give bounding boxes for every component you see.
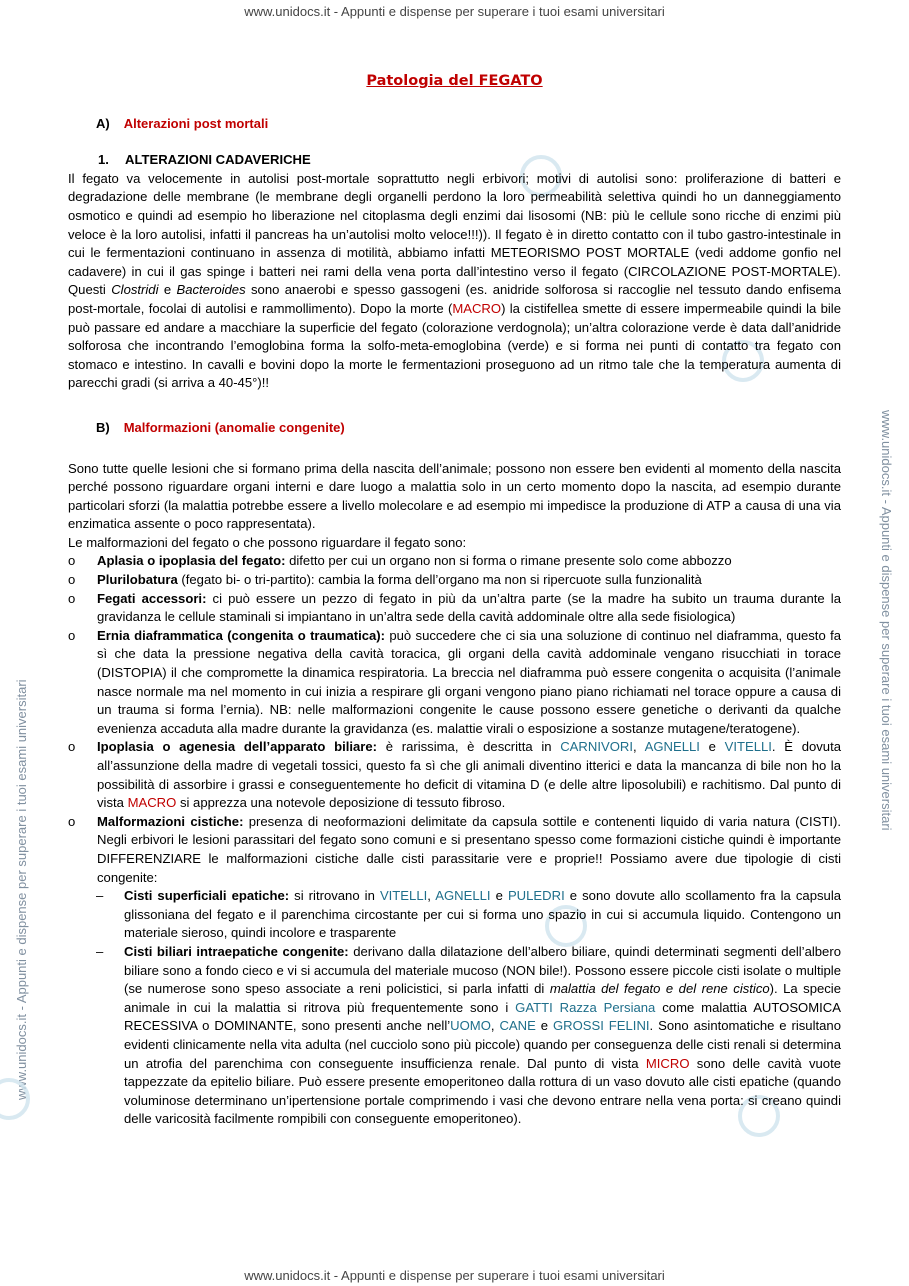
right-side-watermark: www.unidocs.it - Appunti e dispense per superare i tuoi esami universitari [879,410,894,831]
paragraph-malformazioni-list-intro: Le malformazioni del fegato o che possono riguardare il fegato sono: [68,534,467,550]
cisti-sublist [68,887,841,1129]
page-footer-watermark: www.unidocs.it - Appunti e dispense per superare i tuoi esami universitari [244,1268,665,1283]
list-item: o Fegati accessori: ci può essere un pezzo di fegato in più da un’altra parte (se la madre ha subito un trauma durante la gravidanza le cellule staminali si impiantano in un’altra sede della cavità addominale oltre alla sede fisiologica) [68,590,841,625]
section-a-heading [68,115,841,134]
subsection-1-label: ALTERAZIONI CADAVERICHE [125,152,311,168]
paragraph-alterazioni: Il fegato va velocemente in autolisi post-mortale soprattutto negli erbivori; motivi di autolisi sono: proliferazione di batteri e degradazione delle membrane (le membrane degli organelli perdono la loro permeabilità selettiva quindi ho un danneggiamento osmotico e quindi ad esempio ho liberazione nel citoplasma degli enzimi dai lisosomi (NB: più le cellule sono ricche di enzimi più veloce è la loro autolisi, infatti il pancreas ha un’autolisi molto veloce!!!)). Il fegato è in diretto contatto con il tubo gastro-intestinale in cui le fermentazioni continuano in assenza di motilità, abbiamo infatti METEORISMO POST MORTALE (vedi addome gonfio nel cadavere) in cui il gas spinge i batteri nei rami della vena porta dall’intestino verso il fegato (CIRCOLAZIONE POST-MORTALE). Questi Clostridi e Bacteroides sono anaerobi e spesso gassogeni (es. anidride solforosa si raccoglie nel tessuto dando enfisema post-mortale, focolai di autolisi e rammollimento). Dopo la morte (MACRO) la cistifellea smette di essere impermeabile quindi la bile può passare ed andare a macchiare la superficie del fegato (colorazione verdognola); un’altra colorazione verde è data dall’anidride solforosa che incontrando l’emoglobina forma la solfo-meta-emoglobina (verde) e si forma nei punti di contatto tra fegato con stomaco e intestino. In cavalli e bovini dopo la morte le fermentazioni proseguono ad un ritmo tale che la temperatura aumenta di parecchi gradi (si arriva a 40-45°)!! [68,170,841,391]
left-side-watermark: www.unidocs.it - Appunti e dispense per superare i tuoi esami universitari [14,679,29,1100]
page-title: Patologia del FEGATO [366,73,543,89]
list-item: – Cisti biliari intraepatiche congenite: derivano dalla dilatazione dell’albero biliare, quindi determinati segmenti dell’albero biliare sono a fondo cieco e vi si accumula del materiale mucoso (NON bile!). Possono essere piccole cisti isolate o multiple (se numerose sono speso associate a reni policistici, si parla infatti di malattia del fegato e del rene cistico). La specie animale in cui la malattia si ritrova più frequentemente sono i GATTI Razza Persiana come malattia AUTOSOMICA RECESSIVA o DOMINANTE, sono presenti anche nell’UOMO, CANE e GROSSI FELINI. Sono asintomatiche e risultano evidenti clinicamente nella vita adulta (nel cucciolo sono più piccole) quando per conseguenza delle cisti renali si determina un atrofia del parenchima con conseguente insufficienza renale. Dal punto di vista MICRO sono delle cavità vuote tappezzate da epitelio biliare. Può essere presente emoperitoneo dalla rottura di un vaso dovuto alle cisti epatiche (quando voluminose determinano un’ipertensione portale comprimendo i vasi che devono entrare nella vena porta: si creano quindi delle varicosità facilmente rompibili con conseguente emoperitoneo). [96,943,841,1127]
malformazioni-list [68,552,841,1128]
list-item: o Aplasia o ipoplasia del fegato: difetto per cui un organo non si forma o rimane presente solo come abbozzo [68,553,732,569]
list-item: o Ipoplasia o agenesia dell’apparato biliare: è rarissima, è descritta in CARNIVORI, AGNELLI e VITELLI. È dovuta all’assunzione della madre di vegetali tossici, questo fa sì che gli animali diventino itterici e data la mancanza di bile non ho la possibilità di assorbire i grassi e conseguentemente ho deficit di vitamina D (e delle altre liposolubili) e rachitismo. Dal punto di vista MACRO si apprezza una notevole deposizione di tessuto fibroso. [68,739,842,811]
page-header-watermark: www.unidocs.it - Appunti e dispense per superare i tuoi esami universitari [244,4,665,19]
section-b-letter: B) [96,419,110,435]
paragraph-malformazioni-intro: Sono tutte quelle lesioni che si formano prima della nascita dell’animale; possono non essere ben evidenti al momento della nascita perché possono riguardare organi interni e dare luogo a malattia solo in un certo momento dopo la nascita, ad esempio durante particolari sforzi (la malattia potrebbe essere a livello molecolare e ad esempio mi impedisce la produzione di ATP a causa di una via enzimatica assente o poco rappresentata). [68,460,841,532]
section-a-letter: A) [96,115,110,131]
list-item: – Cisti superficiali epatiche: si ritrovano in VITELLI, AGNELLI e PULEDRI e sono dovute allo scollamento fra la capsula glissoniana del fegato e il parenchima circostante per cui si forma uno spazio in cui si accumula liquido. Contengono un materiale sieroso, quindi incolore e trasparente [96,888,842,941]
document-body [68,72,841,1129]
list-item: o Ernia diaframmatica (congenita o traumatica): può succedere che ci sia una soluzione di continuo nel diaframma, questo fa sì che data la pressione negativa della cavità toracica, gli organi della cavità addominale vengano risucchiati in torace (DISTOPIA) il che compromette la dinamica respiratoria. La breccia nel diaframma può essere congenita o acquisita (l’animale nasce normale ma nel momento in cui inizia a respirare gli organi vengono piano piano richiamati nel torace oppure a causa di un trauma si forma l’ernia). NB: nelle malformazioni congenite le cause possono essere genetiche o derivanti da qualche evenienza accaduta alla madre durante la gravidanza (es. malattie virali o esposizione a sostanze mutagene/teratogene). [68,627,841,736]
section-b-label: Malformazioni (anomalie congenite) [123,419,345,435]
section-b-heading [68,419,841,438]
list-item: o Plurilobatura (fegato bi- o tri-partito): cambia la forma dell’organo ma non si ripercuote sulla funzionalità [68,572,702,588]
subsection-1-heading [68,151,841,170]
subsection-1-number: 1. [98,152,109,168]
section-a-label: Alterazioni post mortali [123,115,269,131]
list-item: o Malformazioni cistiche: presenza di neoformazioni delimitate da capsula sottile e contenenti liquido di varia natura (CISTI). Negli erbivori le lesioni parassitari del fegato sono comuni e si presentano spesso come formazioni cistiche quindi è importante DIFFERENZIARE le malformazioni cistiche dalle cisti parassitarie vere e proprie!! Possiamo avere due tipologie di cisti congenite: – Cisti superficiali epatiche: si ritrovano in VITELLI, AGNELLI e PULEDRI e sono dovute allo scollamento fra la capsula glissoniana del fegato e il parenchima circostante per cui si forma uno spazio in cui si accumula liquido. Contengono un materiale sieroso, quindi incolore e trasparente – Cisti biliari intraepatiche congenite: derivano dalla dilatazione dell’albero biliare, quindi determinati segmenti dell’albero biliare sono a fondo cieco e vi si accumula del materiale mucoso (NON bile!). Possono essere piccole cisti isolate o multiple (se numerose sono speso associate a reni policistici, si parla infatti di malattia del fegato e del rene cistico). La specie animale in cui la malattia si ritrova più frequentemente sono i GATTI Razza Persiana come malattia AUTOSOMICA RECESSIVA o DOMINANTE, sono presenti anche nell’UOMO, CANE e GROSSI FELINI. Sono asintomatiche e risultano evidenti clinicamente nella vita adulta (nel cucciolo sono più piccole) quando per conseguenza delle cisti renali si determina un atrofia del parenchima con conseguente insufficienza renale. Dal punto di vista MICRO sono delle cavità vuote tappezzate da epitelio biliare. Può essere presente emoperitoneo dalla rottura di un vaso dovuto alle cisti epatiche (quando voluminose determinano un’ipertensione portale comprimendo i vasi che devono entrare nella vena porta: si creano quindi delle varicosità facilmente rompibili con conseguente emoperitoneo). [68,813,841,1129]
